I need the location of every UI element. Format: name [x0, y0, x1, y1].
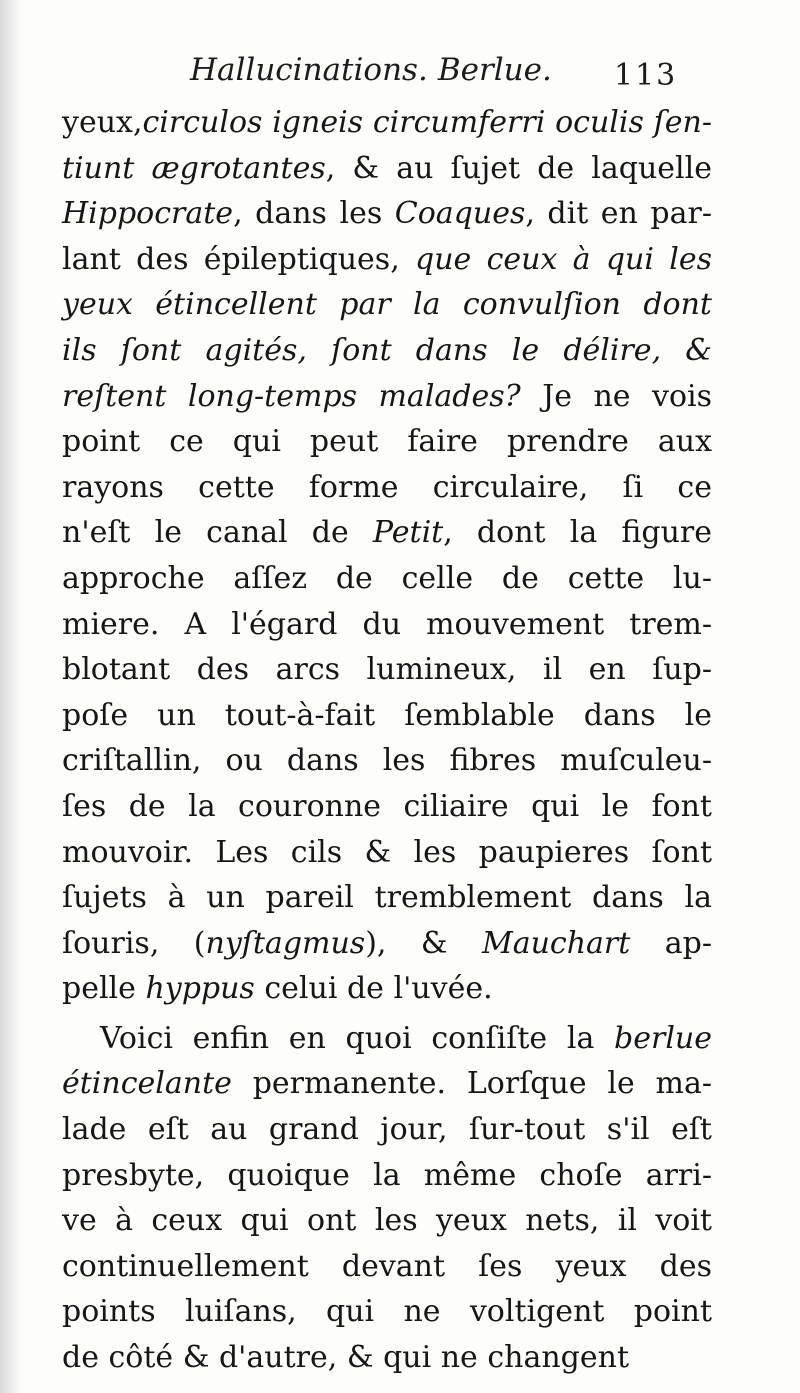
text-run: , & au ſujet de laquelle: [325, 150, 712, 186]
text-line: [62, 1016, 712, 1062]
text-line: [62, 237, 712, 283]
text-line: [62, 146, 712, 192]
running-subtitle: Berlue.: [437, 52, 552, 88]
text-run: presbyte, quoique la même choſe arri-: [62, 1157, 712, 1193]
text-run: ), &: [365, 925, 482, 961]
italic-run: étincelante: [62, 1066, 232, 1102]
text-run: miere. A l'égard du mouvement trem-: [62, 606, 712, 642]
italic-run: hyppus: [145, 971, 255, 1007]
text-line: [62, 328, 712, 374]
text-run: pelle: [62, 971, 146, 1007]
italic-run: yeux étincellent par la convulſion dont: [62, 287, 712, 323]
text-line: [62, 921, 712, 967]
text-run: ap-: [630, 925, 713, 961]
text-line: [62, 647, 712, 693]
text-run: , dans les: [233, 196, 395, 232]
text-line: [62, 1061, 712, 1107]
text-run: , dont la figure: [443, 515, 713, 551]
text-run: Je ne vois: [520, 378, 712, 414]
running-title: Hallucinations.: [190, 52, 428, 88]
text-run: permanente. Lorſque le ma-: [231, 1066, 712, 1102]
page-number: 113: [614, 58, 678, 93]
text-line: [62, 100, 712, 146]
italic-run: berlue: [614, 1020, 712, 1056]
italic-run: Coaques: [394, 196, 526, 232]
text-run: n'eſt le canal de: [62, 515, 373, 551]
text-run: yeux,: [62, 105, 143, 140]
italic-run: tiunt ægrotantes: [62, 150, 326, 186]
text-run: ſes de la couronne ciliaire qui le font: [62, 788, 712, 824]
text-line: [62, 1244, 712, 1290]
text-line: [62, 1335, 712, 1381]
text-line: [62, 1153, 712, 1199]
text-line: [62, 374, 712, 420]
italic-run: reſtent long-temps malades?: [62, 378, 521, 414]
text-run: mouvoir. Les cils & les paupieres ſont: [62, 834, 712, 870]
text-run: , dit en par-: [525, 196, 712, 232]
text-run: criſtallin, ou dans les fibres muſculeu-: [62, 743, 712, 779]
text-run: rayons cette forme circulaire, ſi ce: [62, 469, 712, 505]
text-line: [62, 966, 712, 1012]
text-run: approche aſſez de celle de cette lu-: [62, 560, 712, 596]
text-run: blotant des arcs lumineux, il en ſup-: [62, 652, 712, 688]
text-run: poſe un tout-à-fait ſemblable dans le: [62, 697, 712, 733]
text-run: ſujets à un pareil tremblement dans la: [62, 880, 712, 916]
text-run: celui de l'uvée.: [254, 971, 493, 1007]
text-run: lade eſt au grand jour, ſur-tout s'il eſt: [62, 1112, 712, 1148]
page-gutter-shadow: [0, 0, 22, 1393]
italic-run: ils ſont agités, ſont dans le délire, &: [62, 332, 712, 368]
text-line: [62, 1107, 712, 1153]
italic-run: circulos igneis circumferri oculis ſen-: [142, 105, 712, 140]
text-line: [62, 510, 712, 556]
text-run: continuellement devant ſes yeux des: [62, 1248, 712, 1284]
text-run: ſouris, (: [62, 925, 206, 961]
text-run: lant des épileptiques,: [62, 241, 416, 277]
italic-run: Mauchart: [482, 925, 631, 961]
text-line: [62, 784, 712, 830]
italic-run: nyſtagmus: [205, 925, 366, 961]
text-line: [62, 419, 712, 465]
body-text: [62, 100, 712, 1381]
text-line: [62, 738, 712, 784]
text-line: [62, 465, 712, 511]
text-run: ve à ceux qui ont les yeux nets, il voit: [62, 1203, 712, 1239]
italic-run: Hippocrate: [62, 196, 234, 232]
text-line: [62, 282, 712, 328]
text-line: [62, 875, 712, 921]
italic-run: Petit: [372, 515, 444, 551]
text-run: de côté & d'autre, & qui ne changent: [62, 1340, 629, 1376]
text-line: [62, 1289, 712, 1335]
text-line: [62, 693, 712, 739]
text-line: [62, 602, 712, 648]
text-line: [62, 1198, 712, 1244]
text-run: points luiſans, qui ne voltigent point: [62, 1294, 712, 1330]
text-line: [62, 556, 712, 602]
text-run: point ce qui peut faire prendre aux: [62, 424, 712, 460]
text-run: Voici enfin en quoi conſiſte la: [100, 1020, 615, 1056]
text-line: [62, 191, 712, 237]
italic-run: que ceux à qui les: [415, 241, 712, 277]
text-line: [62, 830, 712, 876]
